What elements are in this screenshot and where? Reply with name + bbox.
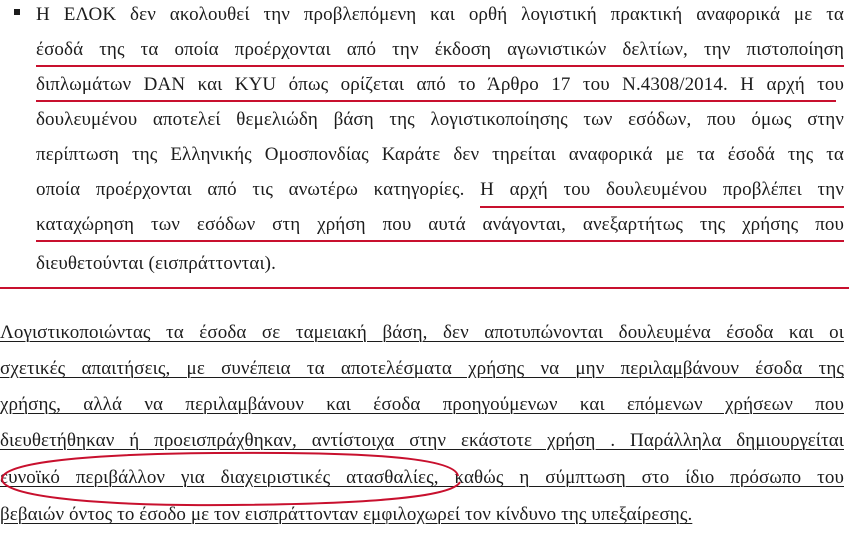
bullet-paragraph-line-5: περίπτωση της Ελληνικής Ομοσπονδίας Καράτε δεν τηρείται αναφορικά με τα έσοδά της τα — [36, 144, 844, 165]
underlined-paragraph-line-2: σχετικές απαιτήσεις, με συνέπεια τα αποτελέσματα χρήσης να μην περιλαμβάνουν έσοδα της — [0, 358, 844, 379]
underlined-paragraph-line-1: Λογιστικοποιώντας τα έσοδα σε ταμειακή βάση, δεν αποτυπώνονται δουλευμένα έσοδα και οι — [0, 322, 844, 343]
bullet-paragraph-line-6: οποία προέρχονται από τις ανωτέρω κατηγορίες. Η αρχή του δουλευμένου προβλέπει την — [36, 179, 844, 200]
bullet-paragraph-line-3: διπλωμάτων DAN και KYU όπως ορίζεται από το Άρθρο 17 του Ν.4308/2014. Η αρχή του — [36, 74, 844, 95]
bullet-paragraph-line-4: δουλευμένου αποτελεί θεμελιώδη βάση της λογιστικοποίησης των εσόδων, που όμως στην — [36, 109, 844, 130]
underlined-paragraph-line-3: χρήσης, αλλά να περιλαμβάνουν και έσοδα προηγούμενων και επόμενων χρήσεων που — [0, 394, 844, 415]
underlined-paragraph-line-4: διευθετήθηκαν ή προεισπράχθηκαν, αντίστοιχα στην εκάστοτε χρήση . Παράλληλα δημιουργείται — [0, 430, 844, 451]
underlined-paragraph-line-6: βεβαιών όντος το έσοδο με τον εισπράττονταν εμφιλοχωρεί τον κίνδυνο της υπεξαίρεσης. — [0, 504, 693, 525]
bullet-paragraph-line-1: Η ΕΛΟΚ δεν ακολουθεί την προβλεπόμενη και ορθή λογιστική πρακτική αναφορικά με τα — [36, 4, 844, 25]
bullet-paragraph-line-2: έσοδά της τα οποία προέρχονται από την έκδοση αγωνιστικών δελτίων, την πιστοποίηση — [36, 39, 844, 60]
bullet-paragraph-line-8: διευθετούνται (εισπράττονται). — [36, 253, 276, 274]
underlined-paragraph-line-5: ευνοϊκό περιβάλλον για διαχειριστικές ατασθαλίες, καθώς η σύμπτωση στο ίδιο πρόσωπο του — [0, 467, 844, 488]
bullet-paragraph-line-7: καταχώρηση των εσόδων στη χρήση που αυτά ανάγονται, ανεξαρτήτως της χρήσης που — [36, 214, 844, 235]
